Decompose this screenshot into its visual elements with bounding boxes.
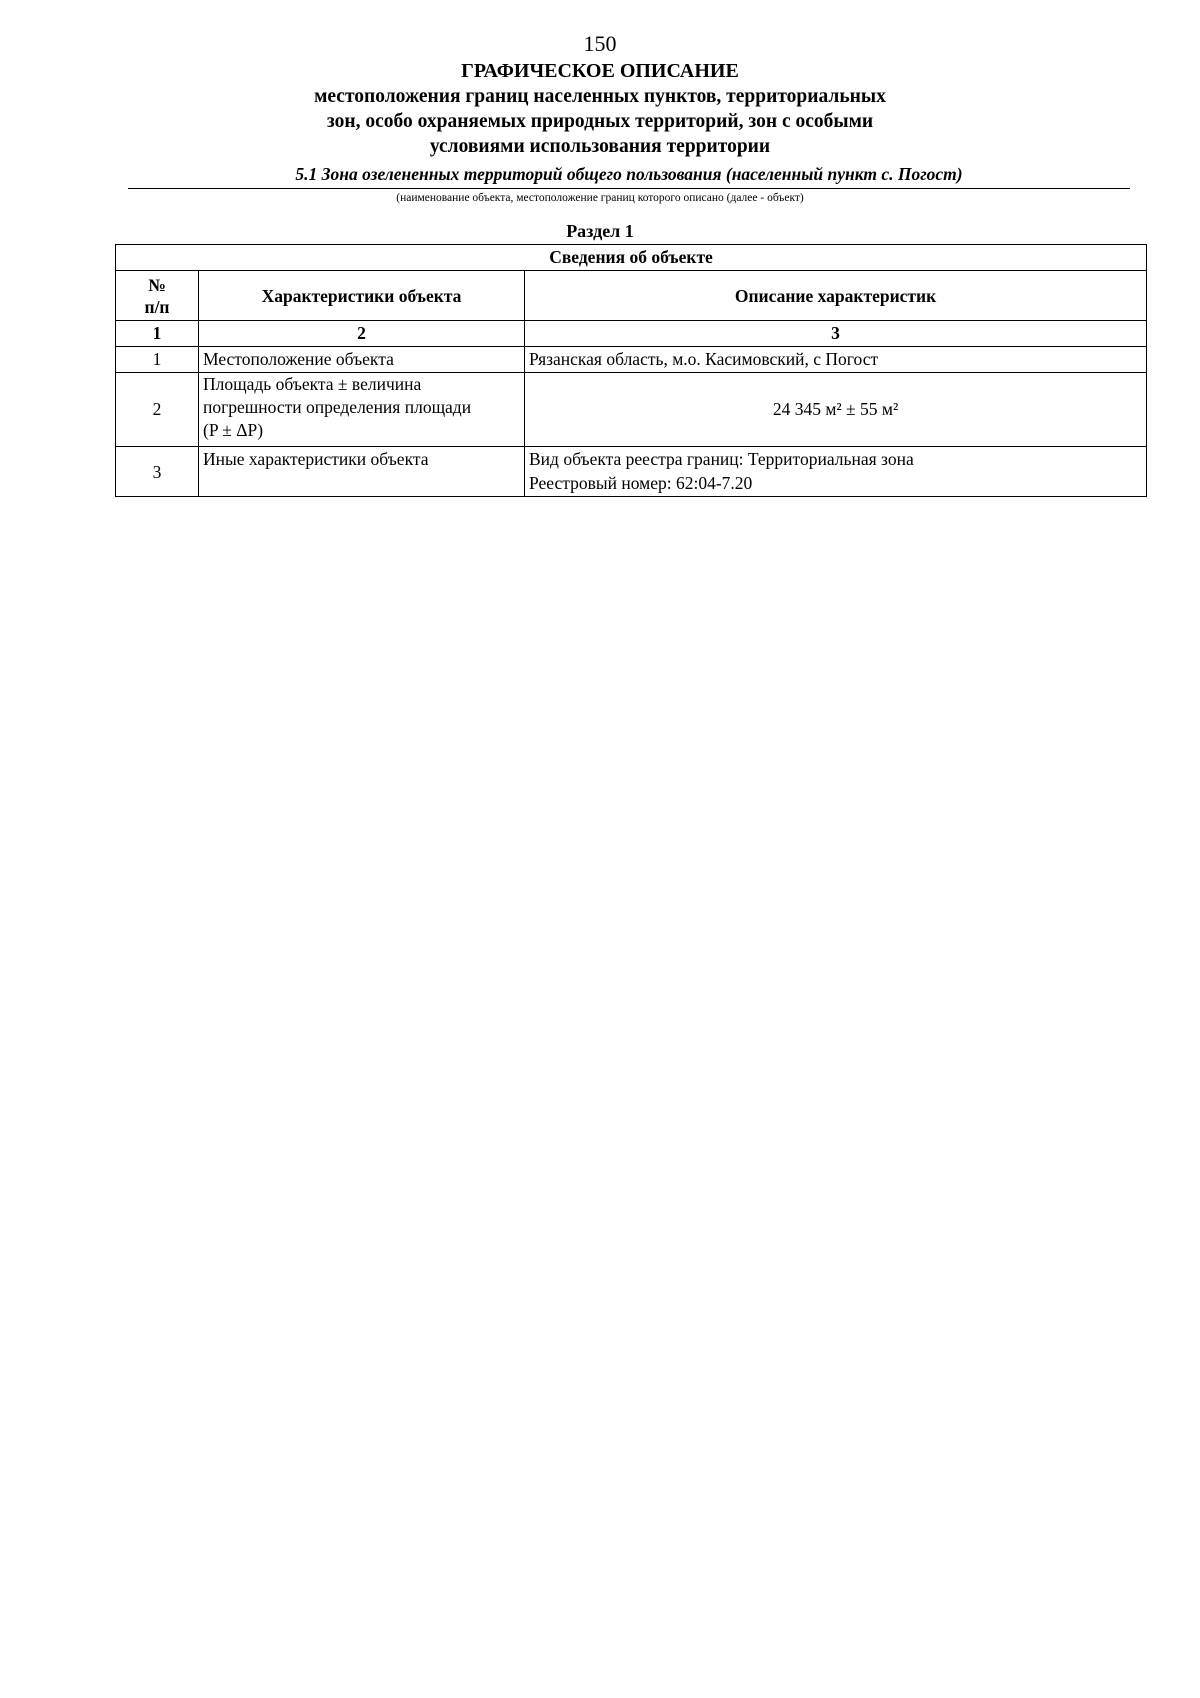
column-number: 1: [116, 321, 199, 347]
document-title: [0, 58, 1200, 159]
table-caption: Сведения об объекте: [116, 245, 1147, 271]
column-numbers-row: [116, 321, 1147, 347]
row-number: 3: [116, 447, 199, 497]
row-number: 2: [116, 373, 199, 447]
table-row: [116, 373, 1147, 447]
title-line-3: условиями использования территории: [429, 136, 771, 157]
description-line: Вид объекта реестра границ: Территориальная зона: [529, 449, 914, 469]
page-number: 150: [583, 31, 617, 56]
header-num-line1: №: [148, 274, 166, 295]
row-characteristic: [199, 347, 525, 373]
section-title: Раздел 1: [566, 221, 634, 241]
object-name: 5.1 Зона озелененных территорий общего пользования (населенный пункт с. Погост): [128, 163, 1130, 189]
row-characteristic: [199, 373, 525, 447]
row-description: [525, 347, 1147, 373]
description-line: Рязанская область, м.о. Касимовский, с Погост: [529, 349, 879, 369]
row-number: 1: [116, 347, 199, 373]
header-characteristics: Характеристики объекта: [199, 271, 525, 321]
row-characteristic: [199, 447, 525, 497]
column-number: 3: [525, 321, 1147, 347]
row-description: [525, 447, 1147, 497]
characteristic-line: Иные характеристики объекта: [203, 449, 429, 469]
object-caption: (наименование объекта, местоположение границ которого описано (далее - объект): [396, 192, 804, 204]
table-row: [116, 447, 1147, 497]
table-header-row: [116, 271, 1147, 321]
title-line-2: зон, особо охраняемых природных территорий, зон с особыми: [326, 111, 874, 132]
header-description: Описание характеристик: [525, 271, 1147, 321]
object-info-table: [115, 244, 1147, 497]
table-row: [116, 347, 1147, 373]
column-number: 2: [199, 321, 525, 347]
description-line: Реестровый номер: 62:04-7.20: [529, 473, 753, 493]
characteristic-line: (P ± ΔP): [203, 420, 264, 440]
header-num-line2: п/п: [144, 296, 170, 317]
header-num: [116, 271, 199, 321]
title-line-1: местоположения границ населенных пунктов, территориальных: [314, 86, 886, 107]
characteristic-line: Площадь объекта ± величина: [203, 374, 422, 394]
characteristic-line: погрешности определения площади: [203, 397, 472, 417]
row-description: [525, 373, 1147, 447]
characteristic-line: Местоположение объекта: [203, 349, 394, 369]
description-line: 24 345 м² ± 55 м²: [772, 399, 899, 419]
title-main: ГРАФИЧЕСКОЕ ОПИСАНИЕ: [461, 60, 739, 82]
